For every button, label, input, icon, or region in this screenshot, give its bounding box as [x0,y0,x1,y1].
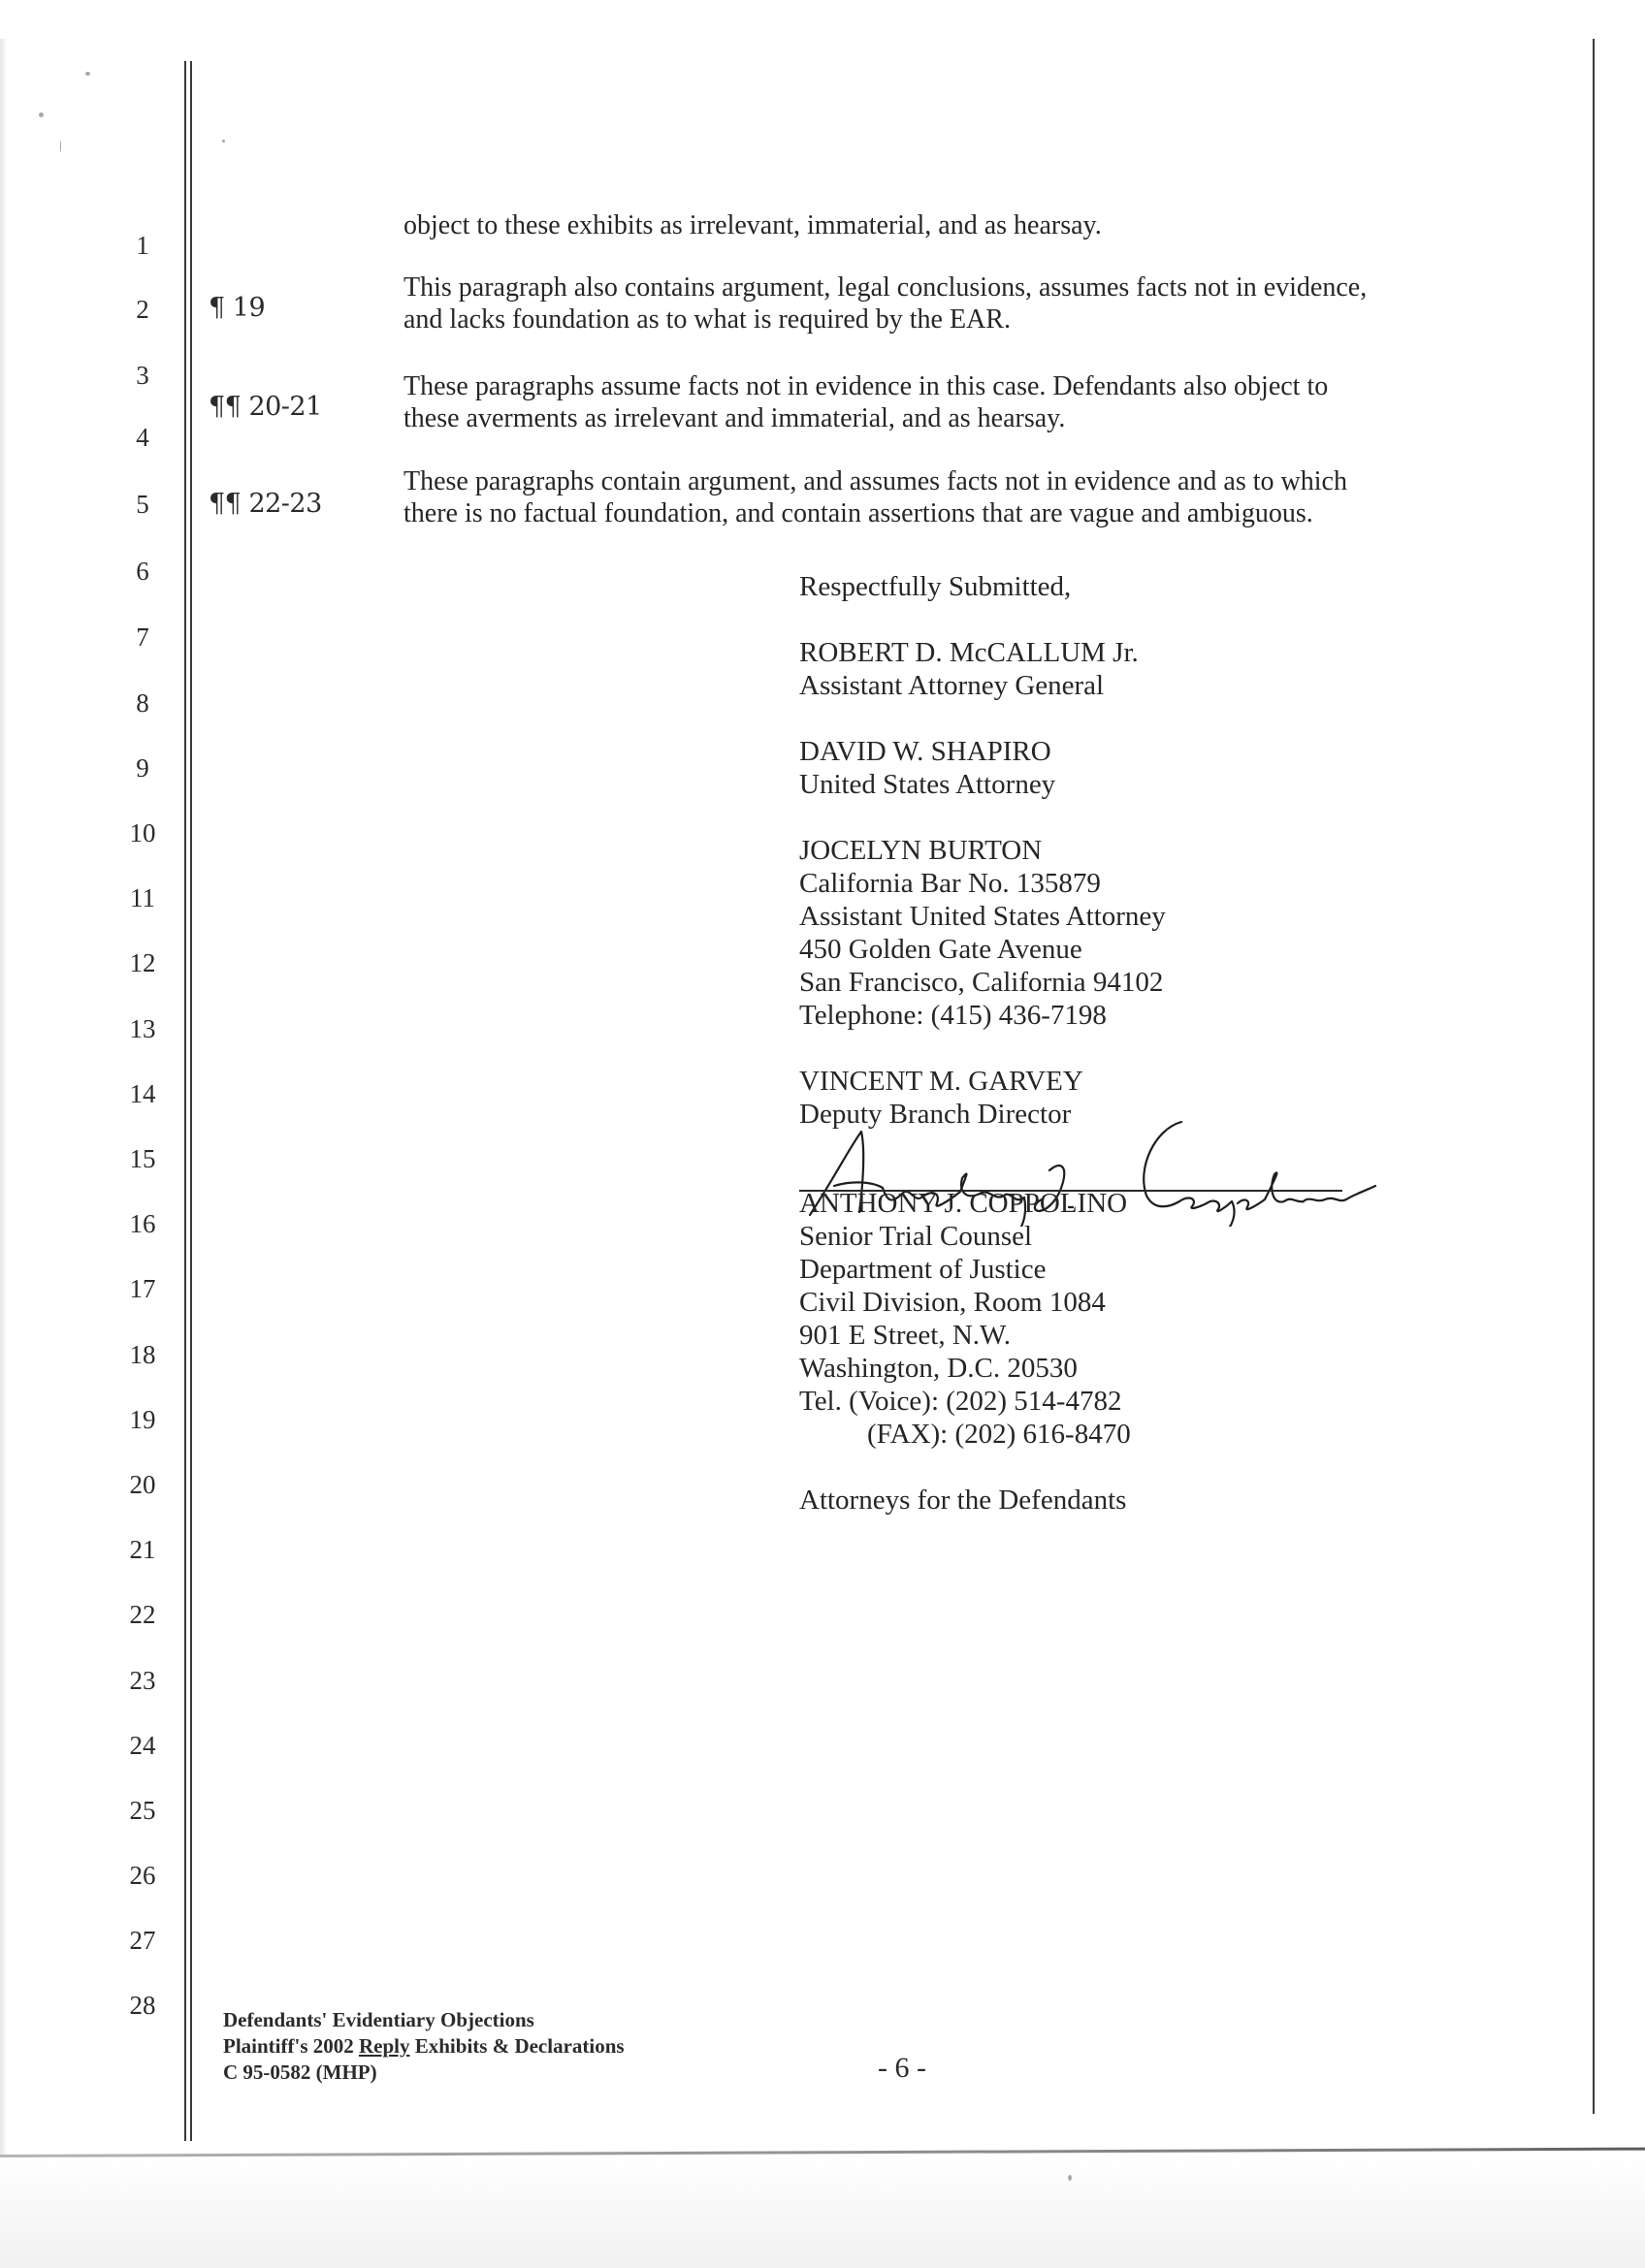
line-number: 11 [130,883,155,912]
footer-caption [223,2007,625,2086]
left-margin-rule [190,61,192,2141]
signatory-name: JOCELYN BURTON [799,835,1043,866]
signatory-name: ROBERT D. McCALLUM Jr. [799,637,1139,668]
scan-speck [222,140,225,143]
signature-block [799,570,1166,1131]
footer-subtitle-underlined: Reply [359,2034,410,2058]
line-number: 26 [129,1861,156,1890]
signature-stroke [1144,1122,1375,1227]
scan-speck [60,141,61,152]
scan-bottom-shade [0,2155,1645,2268]
scan-speck [1068,2175,1072,2181]
signatory-title: United States Attorney [799,769,1056,800]
line-number: 14 [129,1079,156,1108]
paragraph-reference: ¶¶ 20-21 [209,392,322,422]
footer-subtitle-prefix: Plaintiff's 2002 [223,2034,359,2058]
right-margin-rule [1593,39,1595,2114]
signatory-title: Assistant Attorney General [799,670,1105,701]
signatory-name: DAVID W. SHAPIRO [799,736,1051,767]
paragraph-reference: ¶ 19 [209,293,266,323]
objection-line: there is no factual foundation, and contain assertions that are vague and ambiguous. [403,498,1313,528]
line-number: 19 [129,1405,156,1434]
signer-detail: Department of Justice [799,1254,1047,1285]
signer-name: ANTHONY J. COPPOLINO [799,1188,1128,1219]
signer-phone: Tel. (Voice): (202) 514-4782 [799,1386,1122,1417]
line-number: 8 [136,688,149,718]
case-number: C 95-0582 (MHP) [223,2060,377,2084]
signatory-detail: San Francisco, California 94102 [799,967,1164,998]
signatory-detail: California Bar No. 135879 [799,868,1101,899]
line-number: 21 [129,1535,156,1564]
scan-speck [39,112,44,117]
line-number: 16 [129,1209,156,1238]
footer-subtitle-suffix: Exhibits & Declarations [409,2034,625,2058]
objection-line: This paragraph also contains argument, legal conclusions, assumes facts not in evidence, [403,272,1368,303]
line-number: 17 [129,1274,156,1303]
line-number: 24 [129,1731,156,1760]
objection-paragraph [403,370,1567,434]
closing: Respectfully Submitted, [799,571,1072,602]
line-number: 2 [136,295,149,324]
signer-detail: Senior Trial Counsel [799,1221,1033,1252]
signatory-title: Deputy Branch Director [799,1099,1072,1130]
objection-paragraph [403,465,1567,529]
attorneys-for: Attorneys for the Defendants [799,1485,1127,1516]
signer-detail: 901 E Street, N.W. [799,1320,1012,1351]
signer-detail: Washington, D.C. 20530 [799,1353,1078,1384]
line-number: 22 [129,1600,156,1629]
line-number: 1 [136,231,149,260]
line-number: 23 [129,1666,156,1695]
line-number: 7 [136,623,149,652]
footer-title: Defendants' Evidentiary Objections [223,2008,534,2031]
line-number: 25 [129,1796,156,1825]
scan-speck [85,72,90,76]
signer-fax: (FAX): (202) 616-8470 [867,1419,1131,1450]
line-number: 27 [129,1926,156,1955]
objection-line: these averments as irrelevant and immaterial, and as hearsay. [403,403,1066,433]
line-number: 9 [136,753,149,783]
signatory-detail: Assistant United States Attorney [799,901,1166,932]
line-number: 5 [136,490,149,519]
objection-line: These paragraphs contain argument, and assumes facts not in evidence and as to which [403,466,1347,496]
left-margin-rule [184,61,186,2141]
signer-detail: Civil Division, Room 1084 [799,1287,1106,1318]
signatory-detail: 450 Golden Gate Avenue [799,934,1082,965]
line-number: 13 [129,1014,156,1043]
signer-block [799,1187,1131,1517]
objection-line: and lacks foundation as to what is required by the EAR. [403,304,1011,335]
signatory-detail: Telephone: (415) 436-7198 [799,1000,1107,1031]
line-number: 3 [136,361,149,390]
scan-edge-shadow [0,39,6,2172]
line-number: 10 [129,818,156,847]
line-number: 4 [136,423,149,452]
line-number: 18 [129,1340,156,1369]
paragraph-reference: ¶¶ 22-23 [209,489,322,519]
footer-subtitle [223,2033,625,2060]
line-number: 20 [129,1470,156,1499]
line-number: 15 [129,1144,156,1173]
signatory-name: VINCENT M. GARVEY [799,1066,1083,1097]
page-number: - 6 - [878,2052,926,2084]
line-number: 12 [129,948,156,977]
objection-paragraph [403,272,1567,335]
objection-line: These paragraphs assume facts not in evidence in this case. Defendants also object to [403,371,1329,401]
continuation-text: object to these exhibits as irrelevant, immaterial, and as hearsay. [403,210,1102,240]
line-number: 6 [136,557,149,586]
line-number: 28 [129,1991,156,2020]
